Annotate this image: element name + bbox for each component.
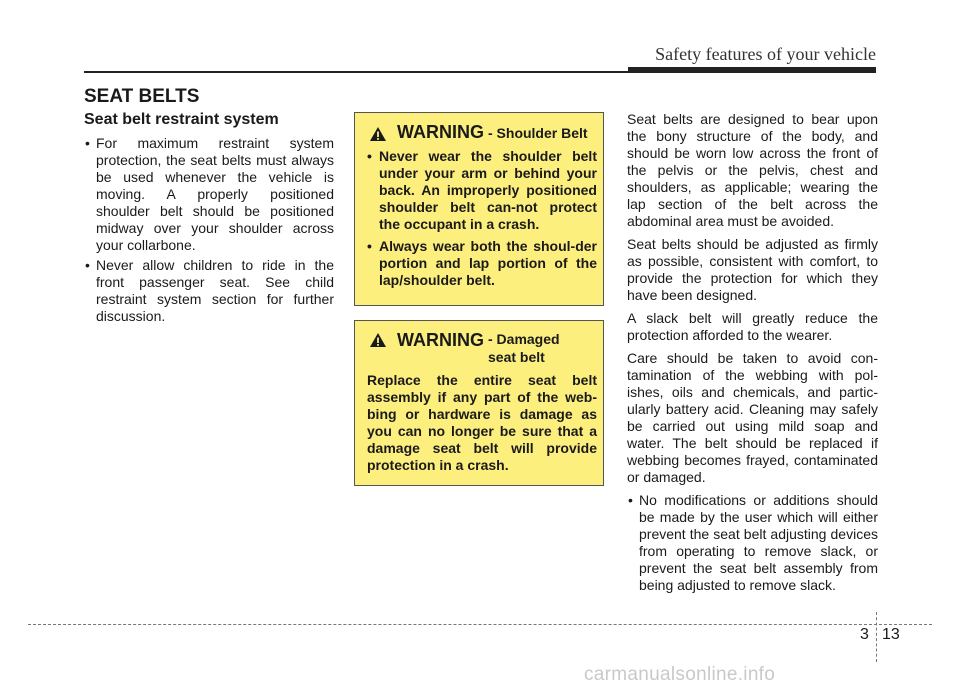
footer-page-separator: [876, 612, 877, 662]
paragraph: Seat belts are designed to bear upon the bony structure of the body, and should be worn low across the front of the pelvis or the pelvis, chest and shoulders, as applicable; wearing the lap section of the belt across the abdominal area must be avoided.: [627, 111, 878, 229]
right-bullet-list: [627, 492, 878, 594]
right-column: [627, 111, 878, 594]
warning-bullet-list: [367, 148, 597, 289]
paragraph: A slack belt will greatly reduce the protection afforded to the wearer.: [627, 310, 878, 343]
warning-label: WARNING: [397, 330, 484, 350]
header-accent-bar: [628, 67, 876, 73]
subheading: Seat belt restraint system: [84, 111, 279, 128]
list-item: • No modifications or additions should be made by the user which will either prevent the seat belt adjusting devices from operating to remove slack, or prevent the seat belt assembly from being adjusted to remove slack.: [627, 492, 878, 594]
chapter-number: 3: [860, 626, 869, 643]
warning-triangle-icon: [369, 332, 387, 348]
watermark: carmanualsonline.info: [584, 664, 776, 685]
list-item: • Always wear both the shoul-der portion and lap portion of the lap/shoulder belt.: [367, 238, 597, 289]
warning-subtitle: - Damaged seat belt: [488, 331, 560, 365]
footer-divider: [28, 624, 932, 625]
warning-label: WARNING: [397, 122, 484, 142]
running-header: Safety features of your vehicle: [655, 44, 876, 64]
warning-box-shoulder-belt: [354, 112, 604, 306]
paragraph: Care should be taken to avoid con-tamination of the webbing with pol-ishes, oils and chemicals, and partic-ularly battery acid. Cleaning may safely be carried out using mild soap and water. The belt should be replaced if webbing becomes frayed, contaminated or damaged.: [627, 350, 878, 485]
page-number: 13: [882, 626, 900, 643]
warning-header: [367, 122, 597, 142]
list-item: • For maximum restraint system protection, the seat belts must always be used whenever the vehicle is moving. A properly positioned shoulder belt should be positioned midway over your shoulder across your collarbone.: [84, 135, 334, 254]
section-title: SEAT BELTS: [84, 86, 200, 107]
list-item: • Never allow children to ride in the front passenger seat. See child restraint system section for further discussion.: [84, 257, 334, 325]
warning-triangle-icon: [369, 126, 387, 142]
warning-text: Replace the entire seat belt assembly if any part of the web-bing or hardware is damage as you can no longer be sure that a damage seat belt will provide protection in a crash.: [367, 372, 597, 473]
left-bullet-list: [84, 135, 334, 325]
left-column: [84, 111, 334, 328]
warning-header: [367, 330, 597, 366]
warning-box-damaged-seat-belt: [354, 320, 604, 486]
list-item: • Never wear the shoulder belt under your arm or behind your back. An improperly positioned shoulder belt can-not protect the occupant in a crash.: [367, 148, 597, 233]
warning-subtitle: - Shoulder Belt: [488, 125, 588, 141]
paragraph: Seat belts should be adjusted as firmly as possible, consistent with comfort, to provide the protection for which they have been designed.: [627, 236, 878, 303]
